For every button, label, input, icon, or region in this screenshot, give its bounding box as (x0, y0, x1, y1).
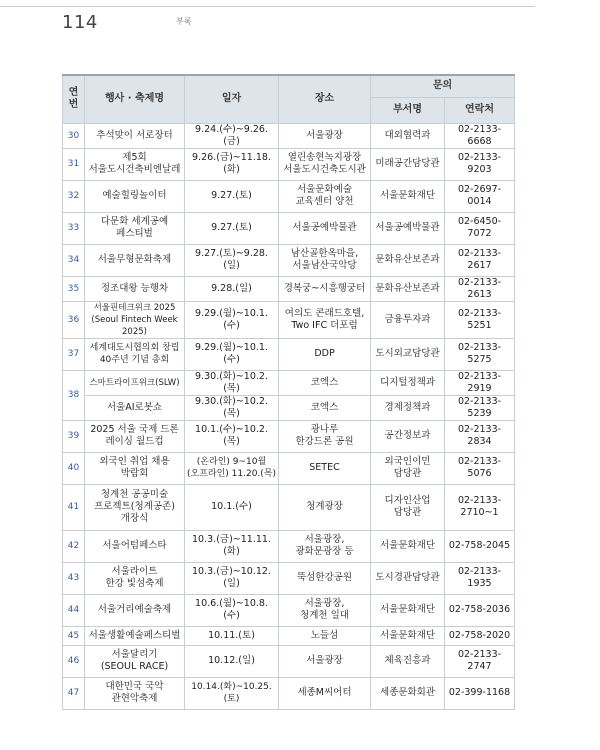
contact-dept: 대외협력과 (371, 123, 445, 148)
row-number: 44 (63, 594, 85, 626)
event-place: 청계광장 (279, 484, 371, 530)
contact-phone: 02-2133-6668 (445, 123, 515, 148)
event-name: 서울달리기 (SEOUL RACE) (85, 645, 185, 677)
table-row (63, 338, 515, 370)
table-row (63, 420, 515, 452)
contact-dept: 문화유산보존과 (371, 244, 445, 276)
event-place: 세종M씨어터 (279, 677, 371, 709)
event-name: 예술힐링놀이터 (85, 180, 185, 212)
event-place: 코엑스 (279, 370, 371, 395)
event-name: 추석맞이 서로장터 (85, 123, 185, 148)
contact-dept: 도시경관담당관 (371, 562, 445, 594)
event-place: 서울광장, 광화문광장 등 (279, 530, 371, 562)
table-row (63, 594, 515, 626)
contact-phone: 02-2133-2613 (445, 276, 515, 301)
event-place: 서울광장 (279, 123, 371, 148)
contact-phone: 02-2133- 2710~1 (445, 484, 515, 530)
event-date: 9.29.(월)~10.1.(수) (185, 338, 279, 370)
row-number: 36 (63, 301, 85, 338)
event-place: 서울공예박물관 (279, 212, 371, 244)
contact-phone: 02-758-2036 (445, 594, 515, 626)
event-name: 청계천 공공미술 프로젝트(청계공존) 개장식 (85, 484, 185, 530)
event-date: 10.3.(금)~11.11.(화) (185, 530, 279, 562)
contact-dept: 세종문화회관 (371, 677, 445, 709)
row-number: 45 (63, 626, 85, 645)
row-number: 40 (63, 452, 85, 484)
event-name: 대한민국 국악 관현악축제 (85, 677, 185, 709)
event-name: 서울라이트 한강 빛섬축제 (85, 562, 185, 594)
event-name: 정조대왕 능행차 (85, 276, 185, 301)
header-place: 장소 (279, 75, 371, 123)
contact-dept: 서울공예박물관 (371, 212, 445, 244)
contact-dept: 서울문화재단 (371, 530, 445, 562)
event-place: 서울광장, 청계천 일대 (279, 594, 371, 626)
event-date: 10.6.(월)~10.8.(수) (185, 594, 279, 626)
table-row (63, 301, 515, 338)
contact-phone: 02-758-2045 (445, 530, 515, 562)
table-row (63, 370, 515, 395)
contact-dept: 도시외교담당관 (371, 338, 445, 370)
event-name: 서울무형문화축제 (85, 244, 185, 276)
table-row (63, 530, 515, 562)
event-place: 노들섬 (279, 626, 371, 645)
table-row (63, 244, 515, 276)
row-number: 47 (63, 677, 85, 709)
table-row (63, 484, 515, 530)
header-no: 연 번 (63, 75, 85, 123)
table-row (63, 645, 515, 677)
contact-dept: 문화유산보존과 (371, 276, 445, 301)
row-number: 31 (63, 148, 85, 180)
event-date: 10.12.(일) (185, 645, 279, 677)
event-name: 서울거리예술축제 (85, 594, 185, 626)
row-number: 37 (63, 338, 85, 370)
contact-dept: 외국인이민 담당관 (371, 452, 445, 484)
event-name: 서울생활예술페스티벌 (85, 626, 185, 645)
section-label: 부록 (176, 17, 192, 26)
event-place: 광나루 한강드론 공원 (279, 420, 371, 452)
event-date: 9.30.(화)~10.2.(목) (185, 395, 279, 420)
event-name: 세계대도시협의회 창립 40주년 기념 총회 (85, 338, 185, 370)
table-row (63, 562, 515, 594)
header-dept: 부서명 (371, 97, 445, 123)
contact-dept: 미래공간담당관 (371, 148, 445, 180)
contact-phone: 02-2133-2617 (445, 244, 515, 276)
event-date: 10.1.(수) (185, 484, 279, 530)
table-row (63, 180, 515, 212)
contact-phone: 02-2133-1935 (445, 562, 515, 594)
event-date: 10.1.(수)~10.2.(목) (185, 420, 279, 452)
event-place: DDP (279, 338, 371, 370)
table-row (63, 452, 515, 484)
event-date: 9.27.(토)~9.28.(일) (185, 244, 279, 276)
event-date: 9.26.(금)~11.18.(화) (185, 148, 279, 180)
event-place: 서울광장 (279, 645, 371, 677)
page-number: 114 (62, 12, 98, 33)
event-name: 서울핀테크위크 2025 (Seoul Fintech Week 2025) (85, 301, 185, 338)
contact-dept: 디지털정책과 (371, 370, 445, 395)
header-contact: 문의 (371, 75, 515, 97)
contact-dept: 공간정보과 (371, 420, 445, 452)
row-number: 43 (63, 562, 85, 594)
contact-phone: 02-2133-5076 (445, 452, 515, 484)
event-place: SETEC (279, 452, 371, 484)
event-date: 9.28.(일) (185, 276, 279, 301)
row-number: 32 (63, 180, 85, 212)
event-date: 10.11.(토) (185, 626, 279, 645)
table-row (63, 212, 515, 244)
row-number: 46 (63, 645, 85, 677)
event-date: 9.24.(수)~9.26.(금) (185, 123, 279, 148)
header-phone: 연락처 (445, 97, 515, 123)
row-number: 30 (63, 123, 85, 148)
contact-dept: 디자인산업 담당관 (371, 484, 445, 530)
event-place: 경복궁~시흥행궁터 (279, 276, 371, 301)
event-date: 9.30.(화)~10.2.(목) (185, 370, 279, 395)
header-event: 행사 · 축제명 (85, 75, 185, 123)
contact-dept: 서울문화재단 (371, 594, 445, 626)
table-row (63, 395, 515, 420)
event-name: 서울AI로봇쇼 (85, 395, 185, 420)
contact-phone: 02-6450-7072 (445, 212, 515, 244)
header-date: 일자 (185, 75, 279, 123)
contact-phone: 02-2133-2834 (445, 420, 515, 452)
row-number: 42 (63, 530, 85, 562)
contact-phone: 02-399-1168 (445, 677, 515, 709)
contact-phone: 02-2133-2747 (445, 645, 515, 677)
row-number: 41 (63, 484, 85, 530)
contact-dept: 서울문화재단 (371, 626, 445, 645)
event-date: 9.29.(월)~10.1.(수) (185, 301, 279, 338)
top-rule (0, 6, 535, 7)
contact-phone: 02-2133-2919 (445, 370, 515, 395)
events-table (62, 74, 515, 710)
event-name: 스마트라이프위크(SLW) (85, 370, 185, 395)
contact-phone: 02-758-2020 (445, 626, 515, 645)
event-place: 코엑스 (279, 395, 371, 420)
event-date: 9.27.(토) (185, 212, 279, 244)
event-date: (온라인) 9~10월 (오프라인) 11.20.(목) (185, 452, 279, 484)
table-row (63, 677, 515, 709)
event-name: 외국인 취업 채용 박람회 (85, 452, 185, 484)
contact-dept: 서울문화재단 (371, 180, 445, 212)
contact-phone: 02-2133-5239 (445, 395, 515, 420)
event-date: 9.27.(토) (185, 180, 279, 212)
event-place: 열린송현녹지광장 서울도시건축도시관 (279, 148, 371, 180)
row-number: 34 (63, 244, 85, 276)
table-row (63, 626, 515, 645)
contact-dept: 체육진흥과 (371, 645, 445, 677)
event-place: 남산골한옥마을, 서울남산국악당 (279, 244, 371, 276)
event-name: 서울어텀페스타 (85, 530, 185, 562)
event-place: 서울문화예술 교육센터 양천 (279, 180, 371, 212)
contact-phone: 02-2133-9203 (445, 148, 515, 180)
contact-dept: 경제정책과 (371, 395, 445, 420)
event-place: 뚝섬한강공원 (279, 562, 371, 594)
row-number: 35 (63, 276, 85, 301)
table-row (63, 276, 515, 301)
table-row (63, 148, 515, 180)
row-number: 38 (63, 370, 85, 420)
row-number: 39 (63, 420, 85, 452)
contact-dept: 금융투자과 (371, 301, 445, 338)
row-number: 33 (63, 212, 85, 244)
event-name: 2025 서울 국제 드론 레이싱 월드컵 (85, 420, 185, 452)
contact-phone: 02-2697-0014 (445, 180, 515, 212)
event-place: 여의도 콘래드호텔, Two IFC 더포럼 (279, 301, 371, 338)
table-row (63, 123, 515, 148)
event-name: 제5회 서울도시건축비엔날레 (85, 148, 185, 180)
contact-phone: 02-2133-5275 (445, 338, 515, 370)
contact-phone: 02-2133-5251 (445, 301, 515, 338)
event-date: 10.3.(금)~10.12.(일) (185, 562, 279, 594)
event-date: 10.14.(화)~10.25.(토) (185, 677, 279, 709)
event-name: 다문화 세계공예 페스티벌 (85, 212, 185, 244)
